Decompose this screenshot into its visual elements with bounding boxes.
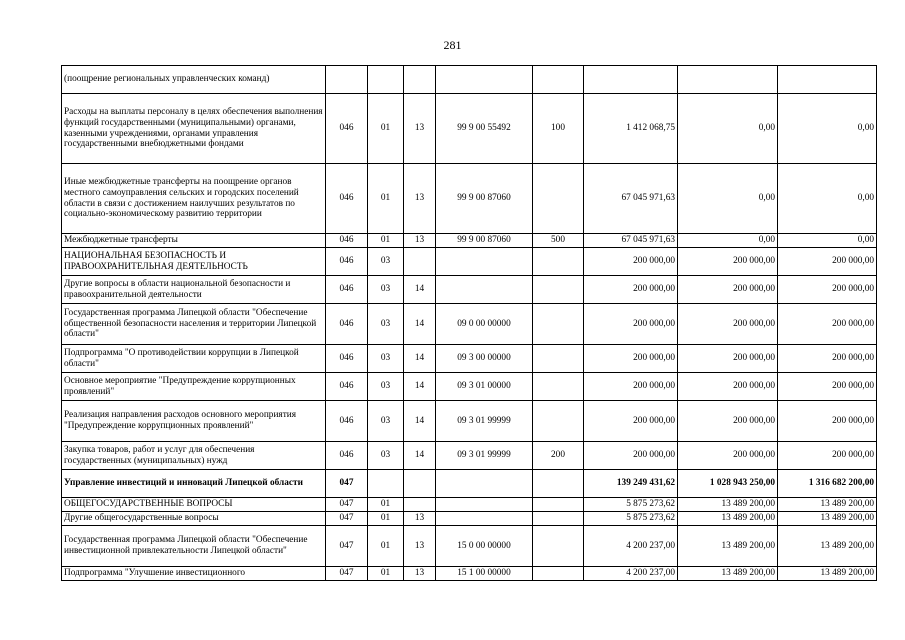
cell-amount-1: 67 045 971,63 [584, 234, 678, 248]
cell-target-article: 15 1 00 00000 [436, 567, 533, 581]
cell-amount-3: 200 000,00 [778, 401, 877, 442]
cell-expense-type [533, 567, 584, 581]
cell-amount-2: 200 000,00 [678, 276, 778, 304]
page-number: 281 [443, 38, 462, 52]
cell-expense-type [533, 512, 584, 526]
cell-subsection: 13 [404, 512, 436, 526]
table-row [62, 66, 877, 94]
cell-amount-1: 200 000,00 [584, 442, 678, 470]
cell-subsection: 13 [404, 164, 436, 234]
cell-target-article [436, 248, 533, 276]
row-name: Государственная программа Липецкой области "Обеспечение общественной безопасности населения и территории Липецкой области" [62, 304, 326, 345]
budget-table [61, 65, 877, 581]
cell-amount-1: 200 000,00 [584, 304, 678, 345]
cell-amount-3: 1 316 682 200,00 [778, 470, 877, 498]
cell-target-article [436, 66, 533, 94]
cell-ministry [326, 66, 368, 94]
cell-subsection [404, 66, 436, 94]
table-row [62, 526, 877, 567]
cell-amount-1: 67 045 971,63 [584, 164, 678, 234]
cell-target-article: 09 3 01 00000 [436, 373, 533, 401]
cell-ministry: 046 [326, 442, 368, 470]
cell-expense-type [533, 276, 584, 304]
cell-section: 01 [368, 164, 404, 234]
cell-expense-type: 200 [533, 442, 584, 470]
table-row [62, 345, 877, 373]
cell-amount-1: 200 000,00 [584, 276, 678, 304]
table-row [62, 248, 877, 276]
cell-amount-3: 13 489 200,00 [778, 526, 877, 567]
cell-expense-type [533, 248, 584, 276]
cell-expense-type [533, 304, 584, 345]
cell-ministry: 046 [326, 276, 368, 304]
table-row [62, 567, 877, 581]
cell-amount-1: 200 000,00 [584, 248, 678, 276]
cell-amount-1: 139 249 431,62 [584, 470, 678, 498]
cell-amount-2: 0,00 [678, 164, 778, 234]
cell-target-article: 99 9 00 87060 [436, 164, 533, 234]
cell-target-article [436, 470, 533, 498]
cell-subsection [404, 248, 436, 276]
cell-target-article: 09 3 01 99999 [436, 401, 533, 442]
table-row [62, 401, 877, 442]
cell-target-article: 09 3 00 00000 [436, 345, 533, 373]
row-name: Другие вопросы в области национальной безопасности и правоохранительной деятельности [62, 276, 326, 304]
cell-ministry: 046 [326, 94, 368, 164]
row-name: Государственная программа Липецкой области "Обеспечение инвестиционной привлекательности Липецкой области" [62, 526, 326, 567]
cell-amount-3: 200 000,00 [778, 373, 877, 401]
cell-amount-1 [584, 66, 678, 94]
cell-subsection [404, 470, 436, 498]
table-row [62, 512, 877, 526]
cell-amount-2: 200 000,00 [678, 373, 778, 401]
table-row [62, 234, 877, 248]
cell-section: 03 [368, 304, 404, 345]
cell-subsection: 13 [404, 94, 436, 164]
cell-amount-3: 13 489 200,00 [778, 498, 877, 512]
row-name: Межбюджетные трансферты [62, 234, 326, 248]
cell-ministry: 046 [326, 164, 368, 234]
cell-ministry: 046 [326, 234, 368, 248]
cell-amount-2: 0,00 [678, 234, 778, 248]
cell-amount-1: 200 000,00 [584, 373, 678, 401]
cell-amount-1: 200 000,00 [584, 401, 678, 442]
cell-amount-3: 13 489 200,00 [778, 512, 877, 526]
cell-subsection: 13 [404, 567, 436, 581]
cell-target-article: 09 3 01 99999 [436, 442, 533, 470]
row-name: НАЦИОНАЛЬНАЯ БЕЗОПАСНОСТЬ И ПРАВООХРАНИТЕЛЬНАЯ ДЕЯТЕЛЬНОСТЬ [62, 248, 326, 276]
cell-amount-2: 13 489 200,00 [678, 526, 778, 567]
row-name: (поощрение региональных управленческих команд) [62, 66, 326, 94]
cell-ministry: 047 [326, 498, 368, 512]
cell-subsection: 13 [404, 234, 436, 248]
cell-amount-3: 200 000,00 [778, 442, 877, 470]
cell-ministry: 046 [326, 304, 368, 345]
cell-expense-type [533, 164, 584, 234]
cell-ministry: 047 [326, 526, 368, 567]
cell-amount-1: 5 875 273,62 [584, 512, 678, 526]
row-name: Закупка товаров, работ и услуг для обеспечения государственных (муниципальных) нужд [62, 442, 326, 470]
row-name: Реализация направления расходов основного мероприятия "Предупреждение коррупционных проявлений" [62, 401, 326, 442]
cell-section: 01 [368, 498, 404, 512]
cell-target-article: 15 0 00 00000 [436, 526, 533, 567]
cell-amount-3: 0,00 [778, 234, 877, 248]
cell-subsection: 14 [404, 401, 436, 442]
cell-amount-2 [678, 66, 778, 94]
cell-ministry: 046 [326, 401, 368, 442]
cell-amount-3: 200 000,00 [778, 345, 877, 373]
cell-section: 03 [368, 442, 404, 470]
cell-section: 03 [368, 248, 404, 276]
cell-amount-2: 200 000,00 [678, 442, 778, 470]
cell-amount-2: 0,00 [678, 94, 778, 164]
cell-section: 01 [368, 526, 404, 567]
cell-amount-1: 200 000,00 [584, 345, 678, 373]
cell-section [368, 66, 404, 94]
table-row [62, 373, 877, 401]
cell-section: 03 [368, 276, 404, 304]
table-row [62, 498, 877, 512]
table-row [62, 276, 877, 304]
table-row [62, 442, 877, 470]
cell-target-article [436, 276, 533, 304]
cell-ministry: 047 [326, 567, 368, 581]
cell-amount-1: 5 875 273,62 [584, 498, 678, 512]
row-name: Подпрограмма "Улучшение инвестиционного [62, 567, 326, 581]
cell-target-article: 99 9 00 55492 [436, 94, 533, 164]
cell-amount-2: 13 489 200,00 [678, 512, 778, 526]
cell-expense-type [533, 66, 584, 94]
cell-ministry: 047 [326, 470, 368, 498]
cell-expense-type: 100 [533, 94, 584, 164]
cell-subsection: 13 [404, 526, 436, 567]
cell-section: 01 [368, 234, 404, 248]
cell-subsection: 14 [404, 345, 436, 373]
cell-amount-1: 1 412 068,75 [584, 94, 678, 164]
table-row [62, 304, 877, 345]
cell-subsection: 14 [404, 373, 436, 401]
cell-ministry: 047 [326, 512, 368, 526]
cell-amount-3 [778, 66, 877, 94]
cell-ministry: 046 [326, 345, 368, 373]
cell-ministry: 046 [326, 373, 368, 401]
cell-amount-3: 0,00 [778, 94, 877, 164]
cell-amount-2: 200 000,00 [678, 304, 778, 345]
cell-section: 03 [368, 345, 404, 373]
cell-amount-1: 4 200 237,00 [584, 567, 678, 581]
cell-target-article [436, 498, 533, 512]
table-row [62, 94, 877, 164]
row-name: Иные межбюджетные трансферты на поощрение органов местного самоуправления сельских и городских поселений области в связи с достижением наилучших результатов по социально-экономическому развитию территории [62, 164, 326, 234]
table-row [62, 470, 877, 498]
cell-amount-3: 0,00 [778, 164, 877, 234]
cell-amount-2: 13 489 200,00 [678, 498, 778, 512]
cell-section: 03 [368, 373, 404, 401]
cell-amount-3: 200 000,00 [778, 304, 877, 345]
cell-expense-type [533, 401, 584, 442]
row-name: Основное мероприятие "Предупреждение коррупционных проявлений" [62, 373, 326, 401]
cell-amount-3: 200 000,00 [778, 248, 877, 276]
row-name: Другие общегосударственные вопросы [62, 512, 326, 526]
cell-target-article: 09 0 00 00000 [436, 304, 533, 345]
cell-amount-2: 13 489 200,00 [678, 567, 778, 581]
cell-expense-type [533, 526, 584, 567]
row-name: Расходы на выплаты персоналу в целях обеспечения выполнения функций государственными (муниципальными) органами, казенными учреждениями, органами управления государственными внебюджетными фондами [62, 94, 326, 164]
cell-subsection: 14 [404, 276, 436, 304]
cell-amount-2: 200 000,00 [678, 401, 778, 442]
cell-target-article [436, 512, 533, 526]
cell-amount-2: 200 000,00 [678, 248, 778, 276]
cell-amount-3: 13 489 200,00 [778, 567, 877, 581]
row-name: ОБЩЕГОСУДАРСТВЕННЫЕ ВОПРОСЫ [62, 498, 326, 512]
cell-section: 01 [368, 567, 404, 581]
cell-target-article: 99 9 00 87060 [436, 234, 533, 248]
cell-amount-2: 200 000,00 [678, 345, 778, 373]
cell-amount-1: 4 200 237,00 [584, 526, 678, 567]
cell-section: 01 [368, 94, 404, 164]
cell-expense-type [533, 373, 584, 401]
cell-ministry: 046 [326, 248, 368, 276]
cell-section: 01 [368, 512, 404, 526]
cell-expense-type: 500 [533, 234, 584, 248]
cell-amount-3: 200 000,00 [778, 276, 877, 304]
cell-subsection: 14 [404, 442, 436, 470]
table-row [62, 164, 877, 234]
cell-expense-type [533, 345, 584, 373]
row-name: Подпрограмма "О противодействии коррупции в Липецкой области" [62, 345, 326, 373]
cell-section [368, 470, 404, 498]
row-name: Управление инвестиций и инноваций Липецкой области [62, 470, 326, 498]
cell-subsection [404, 498, 436, 512]
cell-amount-2: 1 028 943 250,00 [678, 470, 778, 498]
cell-subsection: 14 [404, 304, 436, 345]
cell-expense-type [533, 498, 584, 512]
cell-expense-type [533, 470, 584, 498]
cell-section: 03 [368, 401, 404, 442]
